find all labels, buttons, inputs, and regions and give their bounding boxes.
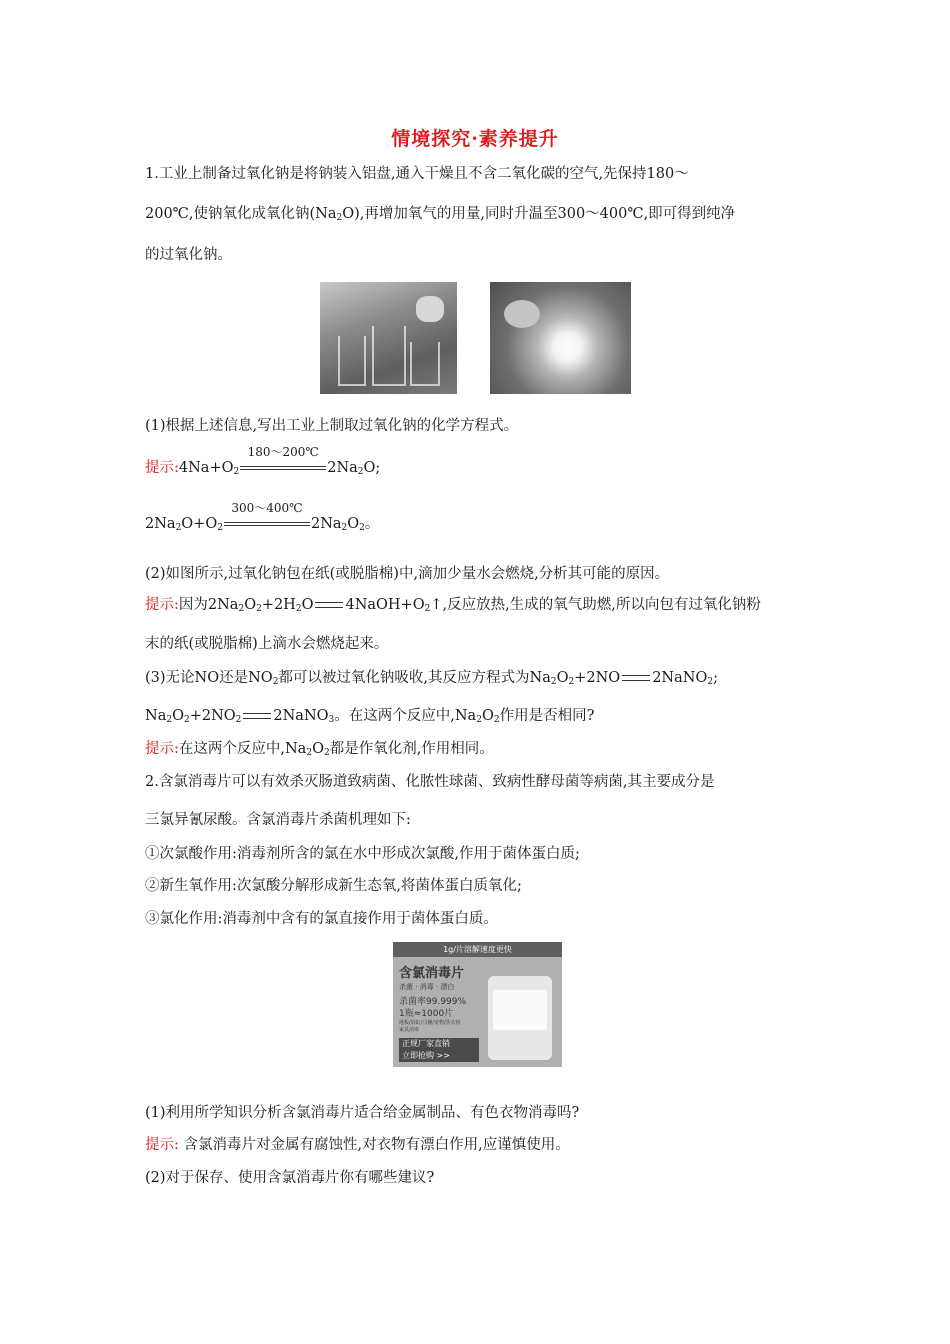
q1-line-1: 1.工业上制备过氧化钠是将钠装入铝盘,通入干燥且不含二氧化碳的空气,先保持180～	[145, 166, 689, 182]
ad-uses-2: 家具消毒	[399, 1027, 420, 1033]
q1-sub-3-line-1: (3)无论NO还是$NO_2$都可以被过氧化钠吸收,其反应方程式为$Na_2O_2+2NO$ 2NaNO$_2$;	[145, 670, 718, 687]
disinfectant-tablet-ad-image	[393, 942, 562, 1067]
q1-hint-1-eq1: 提示$:4Na+O_2$ 180～200℃ $2Na_2O$;	[145, 445, 381, 477]
q2-sub-1: (1)利用所学知识分析含氯消毒片适合给金属制品、有色衣物消毒吗?	[145, 1105, 580, 1121]
ad-uses: 地板/浴缸/马桶/宠物/洗衣机	[399, 1020, 461, 1026]
q2-line-1: 2.含氯消毒片可以有效杀灭肠道致病菌、化脓性球菌、致病性酵母菌等病菌,其主要成分是	[145, 774, 715, 790]
q1-line-3: 的过氧化钠。	[145, 247, 232, 263]
q1-line-2: 200℃,使钠氧化成氧化钠$(Na_2O)$,再增加氧气的用量,同时升温至300～400℃,即可得到纯净	[145, 206, 736, 223]
q1-sub-1: (1)根据上述信息,写出工业上制取过氧化钠的化学方程式。	[145, 418, 519, 434]
ad-cta: 正规厂家直销 立即抢购 >>	[399, 1038, 479, 1062]
q1-hint-3: 提示:在这两个反应中$,Na_2O_2$都是作氧化剂,作用相同。	[145, 741, 494, 758]
q1-hint-2-line-2: 末的纸(或脱脂棉)上滴水会燃烧起来。	[145, 636, 389, 652]
q2-mechanism-1: ①次氯酸作用:消毒剂所含的氯在水中形成次氯酸,作用于菌体蛋白质;	[145, 846, 580, 862]
q2-hint-1: 提示: 含氯消毒片对金属有腐蚀性,对衣物有漂白作用,应谨慎使用。	[145, 1137, 570, 1153]
q2-line-2: 三氯异氰尿酸。含氯消毒片杀菌机理如下:	[145, 812, 411, 828]
burning-sodium-peroxide-photo	[490, 282, 631, 394]
q2-mechanism-3: ③氯化作用:消毒剂中含有的氯直接作用于菌体蛋白质。	[145, 911, 498, 927]
q1-hint-2-line-1: 提示:因为$2Na_2O_2+2H_2O$ $4NaOH+O_2↑$,反应放热,生成的氧气助燃,所以向包有过氧化钠粉	[145, 597, 761, 614]
equation-condition-arrow: 300～400℃	[224, 514, 310, 534]
section-title: 情境探究·素养提升	[391, 128, 559, 150]
ad-tags: 杀菌 · 消毒 · 漂白	[399, 983, 455, 991]
q1-hint-1-eq2: $2Na_2O+O_2$ 300～400℃ $2Na_2O_2$。	[145, 501, 380, 533]
lab-glassware-photo	[320, 282, 457, 394]
q2-sub-2: (2)对于保存、使用含氯消毒片你有哪些建议?	[145, 1170, 435, 1186]
q2-mechanism-2: ②新生氧作用:次氯酸分解形成新生态氧,将菌体蛋白质氧化;	[145, 878, 522, 894]
q1-sub-2: (2)如图所示,过氧化钠包在纸(或脱脂棉)中,滴加少量水会燃烧,分析其可能的原因。	[145, 566, 670, 582]
ad-bottle-label	[493, 990, 547, 1030]
ad-banner: 1g/片溶解速度更快	[393, 942, 562, 957]
equation-condition-arrow: 180～200℃	[240, 458, 326, 478]
ad-bottle-count: 1瓶≈1000片	[399, 1009, 454, 1019]
ad-rate: 杀菌率99.999%	[399, 997, 467, 1007]
ad-product-name: 含氯消毒片	[399, 966, 465, 981]
q1-sub-3-line-2: $Na_2O_2+2NO_2$ 2NaNO$_3$。在这两个反应中$,Na_2O_2$作用是否相同?	[145, 708, 595, 725]
